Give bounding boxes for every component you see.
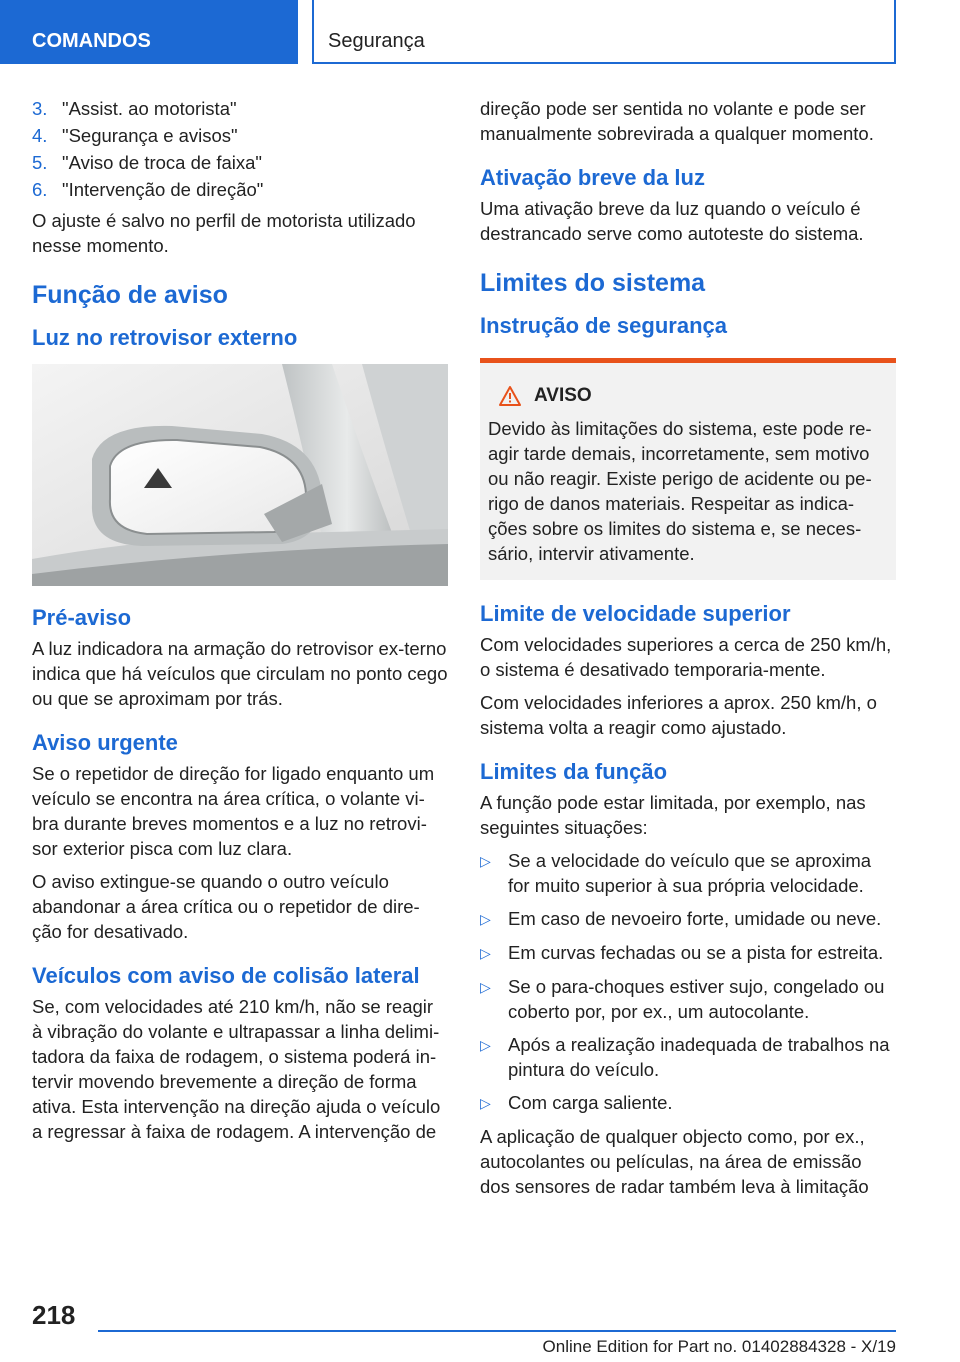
warning-triangle-icon bbox=[498, 385, 522, 407]
heading-ativacao: Ativação breve da luz bbox=[480, 165, 705, 190]
left-column bbox=[32, 96, 448, 1152]
paragraph-ajuste: O ajuste é salvo no perfil de motorista utilizado nesse momento. bbox=[32, 210, 416, 256]
right-column bbox=[480, 96, 896, 1207]
numbered-list bbox=[32, 96, 448, 202]
heading-aviso-urgente: Aviso urgente bbox=[32, 730, 178, 755]
paragraph-limites-funcao: A função pode estar limitada, por exemplo, nas seguintes situações: bbox=[480, 792, 866, 838]
list-item: ▷ Após a realização inadequada de trabalhos na pintura do veículo. bbox=[480, 1034, 890, 1080]
heading-luz-retrovisor: Luz no retrovisor externo bbox=[32, 325, 298, 350]
list-item: 3. "Assist. ao motorista" bbox=[32, 98, 237, 119]
paragraph-velocidade-2: Com velocidades inferiores a aprox. 250 km/h, o sistema volta a reagir como ajustado. bbox=[480, 692, 877, 738]
heading-limites-sistema: Limites do sistema bbox=[480, 269, 706, 297]
edition-note: Online Edition for Part no. 01402884328 - X/19 bbox=[542, 1337, 896, 1356]
heading-limite-velocidade: Limite de velocidade superior bbox=[480, 601, 791, 626]
chapter-tab: COMANDOS bbox=[0, 0, 298, 64]
paragraph-urgente-2: O aviso extingue-se quando o outro veículo abandonar a área crítica ou o repetidor de dire-ção for desativado. bbox=[32, 871, 420, 942]
footer-divider bbox=[98, 1330, 896, 1332]
list-item: ▷ Com carga saliente. bbox=[480, 1090, 896, 1116]
list-item: ▷ Se a velocidade do veículo que se aproxima for muito superior à sua própria velocidade. bbox=[480, 850, 872, 896]
heading-instrucao: Instrução de segurança bbox=[480, 313, 727, 338]
warning-text: Devido às limitações do sistema, este pode re-agir tarde demais, incorretamente, sem motivo ou não reagir. Existe perigo de acidente ou pe-rigo de danos materiais. Respeitar as indica-ções sobre os limites do sistema e, se neces-sário, intervir ativamente. bbox=[488, 418, 872, 564]
paragraph-final: A aplicação de qualquer objecto como, por ex., autocolantes ou películas, na área de emissão dos sensores de radar também leva à limitação bbox=[480, 1126, 869, 1197]
paragraph-urgente-1: Se o repetidor de direção for ligado enquanto um veículo se encontra na área crítica, o volante vi-bra durante breves momentos e a luz no retrovi-sor exterior pisca com luz clara. bbox=[32, 763, 435, 859]
mirror-illustration bbox=[32, 364, 448, 586]
page-number: 218 bbox=[32, 1300, 76, 1330]
list-item: 6. "Intervenção de direção" bbox=[32, 179, 264, 200]
heading-pre-aviso: Pré-aviso bbox=[32, 605, 132, 630]
paragraph-pre-aviso: A luz indicadora na armação do retrovisor ex-terno indica que há veículos que circulam no ponto cego ou que se aproximam por trás. bbox=[32, 638, 448, 709]
heading-limites-funcao: Limites da função bbox=[480, 759, 668, 784]
bullet-arrow-icon: ▷ bbox=[480, 979, 491, 995]
section-title: Segurança bbox=[312, 0, 896, 64]
bullet-arrow-icon: ▷ bbox=[480, 1037, 491, 1053]
bullet-arrow-icon: ▷ bbox=[480, 853, 491, 869]
bullet-arrow-icon: ▷ bbox=[480, 945, 491, 961]
paragraph-continuation: direção pode ser sentida no volante e pode ser manualmente sobrevirada a qualquer momento. bbox=[480, 98, 874, 144]
warning-title: AVISO bbox=[488, 383, 888, 408]
list-item: ▷ Em caso de nevoeiro forte, umidade ou neve. bbox=[480, 906, 896, 932]
bullet-list bbox=[480, 848, 896, 1116]
warning-box bbox=[480, 358, 896, 580]
heading-colisao-lateral: Veículos com aviso de colisão lateral bbox=[32, 963, 420, 988]
list-item: 5. "Aviso de troca de faixa" bbox=[32, 152, 262, 173]
bullet-arrow-icon: ▷ bbox=[480, 911, 491, 927]
paragraph-ativacao: Uma ativação breve da luz quando o veículo é destrancado serve como autoteste do sistema. bbox=[480, 198, 864, 244]
paragraph-velocidade-1: Com velocidades superiores a cerca de 250 km/h, o sistema é desativado temporaria-mente. bbox=[480, 634, 892, 680]
list-item: ▷ Em curvas fechadas ou se a pista for estreita. bbox=[480, 940, 896, 966]
list-item: ▷ Se o para-choques estiver sujo, congelado ou coberto por, por ex., um autocolante. bbox=[480, 976, 885, 1022]
bullet-arrow-icon: ▷ bbox=[480, 1095, 491, 1111]
paragraph-colisao: Se, com velocidades até 210 km/h, não se reagir à vibração do volante e ultrapassar a linha delimi-tadora da faixa de rodagem, o sistema poderá in-tervir movendo brevemente a direção de forma ativa. Esta intervenção na direção ajuda o veículo a regressar à faixa de rodagem. A intervenção de bbox=[32, 996, 441, 1142]
list-item: 4. "Segurança e avisos" bbox=[32, 125, 238, 146]
heading-funcao-aviso: Função de aviso bbox=[32, 281, 228, 309]
